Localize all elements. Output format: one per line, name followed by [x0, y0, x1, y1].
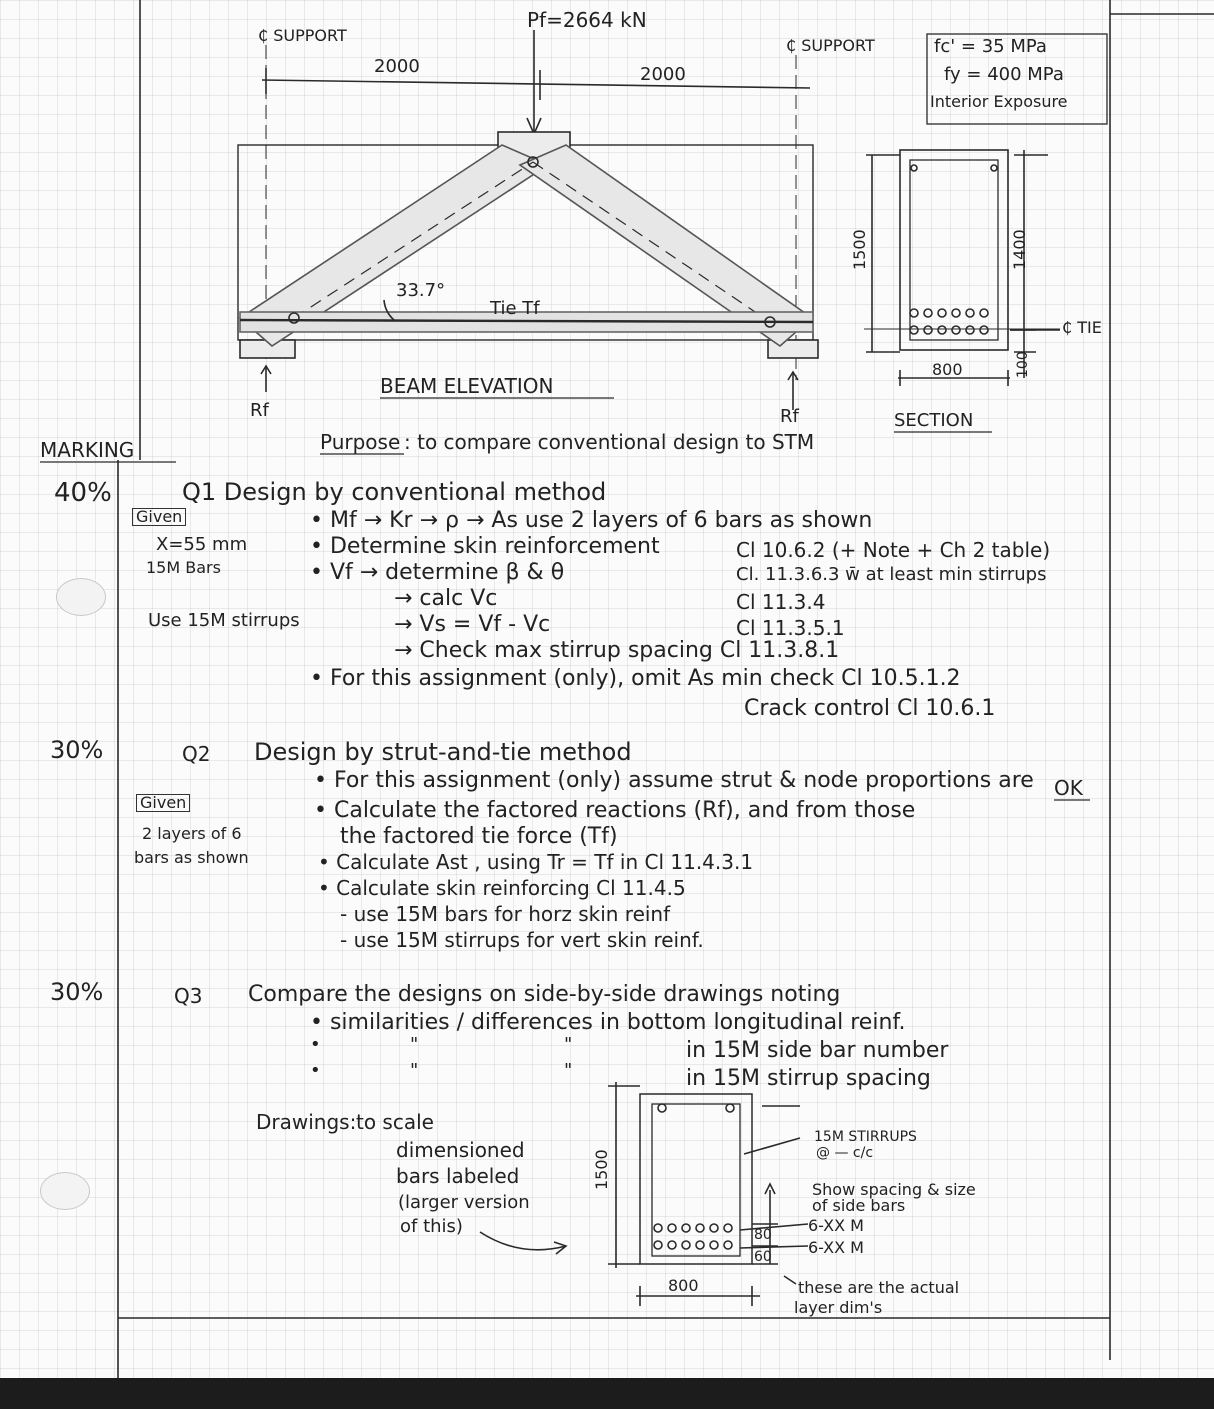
section-height-label: 1500 [850, 229, 869, 270]
q2-line-6: - use 15M bars for horz skin reinf [340, 902, 671, 926]
q3-dim-top: 80 [754, 1227, 772, 1243]
prop-exposure: Interior Exposure [930, 92, 1068, 111]
drawings-line-5: of this) [400, 1216, 463, 1237]
q1-line-7: • For this assignment (only), omit As min check Cl 10.5.1.2 [310, 666, 961, 691]
support-left-label: ₵ SUPPORT [258, 26, 347, 45]
q1-ref-3: Cl 11.3.4 [736, 590, 826, 614]
q2-line-7: - use 15M stirrups for vert skin reinf. [340, 928, 704, 952]
span-left-label: 2000 [374, 56, 420, 77]
q3-ditto-2b: " [564, 1060, 573, 1081]
q1-percent: 40% [54, 478, 112, 508]
purpose-text: : to compare conventional design to STM [404, 430, 815, 454]
q3-layer-1: 6-XX M [808, 1216, 864, 1235]
q1-line-4: → calc Vc [394, 586, 498, 611]
q1-ref-2: Cl. 11.3.6.3 w̄ at least min stirrups [736, 564, 1047, 585]
drawings-line-2: dimensioned [396, 1138, 525, 1162]
purpose-label: Purpose [320, 430, 401, 454]
q3-percent: 30% [50, 978, 104, 1006]
section-title: SECTION [894, 410, 974, 431]
q3-side-bars-label: Show spacing & size [812, 1180, 976, 1199]
q2-percent: 30% [50, 736, 104, 764]
q2-note-2: bars as shown [134, 848, 249, 867]
q3-line-1: • similarities / differences in bottom longitudinal reinf. [310, 1010, 906, 1035]
reaction-left-label: Rf [250, 400, 269, 421]
support-right-label: ₵ SUPPORT [786, 36, 875, 55]
q1-line-2: • Determine skin reinforcement [310, 534, 660, 559]
q1-line-1: • Mf → Kr → ρ → As use 2 layers of 6 bars as shown [310, 508, 873, 533]
prop-fc: fc' = 35 MPa [934, 36, 1047, 57]
q3-width-label: 800 [668, 1276, 699, 1295]
section-outline [900, 150, 1008, 350]
q3-ditto-2a: " [410, 1060, 419, 1081]
q2-line-ok: OK [1054, 776, 1083, 800]
q2-title: Design by strut-and-tie method [254, 738, 632, 766]
q2-label: Q2 [182, 742, 211, 766]
q1-stirrups: Use 15M stirrups [148, 610, 300, 631]
q3-section-outline [640, 1094, 752, 1264]
q1-line-3: • Vf → determine β & θ [310, 560, 565, 585]
prop-fy: fy = 400 MPa [944, 64, 1064, 85]
q1-line-5: → Vs = Vf - Vc [394, 612, 551, 637]
q1-line-6: → Check max stirrup spacing Cl 11.3.8.1 [394, 638, 840, 663]
elevation-title: BEAM ELEVATION [380, 374, 554, 398]
q3-section-stirrup [652, 1104, 740, 1256]
q2-note-1: 2 layers of 6 [142, 824, 242, 843]
q3-label: Q3 [174, 984, 203, 1008]
tie-centerline-label: ₵ TIE [1062, 318, 1102, 337]
q3-stirrups-label: 15M STIRRUPS [814, 1129, 917, 1145]
q3-note-1: these are the actual [798, 1278, 960, 1297]
section-inner-height-label: 1400 [1010, 229, 1029, 270]
span-right-label: 2000 [640, 64, 686, 85]
q3-height-label: 1500 [592, 1149, 611, 1190]
q3-side-bars-label-2: of side bars [812, 1196, 906, 1215]
drawings-label: Drawings: [256, 1110, 357, 1134]
angle-label: 33.7° [396, 280, 446, 301]
q3-note-2: layer dim's [794, 1298, 883, 1317]
q1-note-bars: 15M Bars [146, 558, 221, 577]
section-bars [910, 165, 997, 334]
q1-title: Q1 Design by conventional method [182, 478, 607, 506]
drawings-arrow [480, 1232, 566, 1250]
section-cover-label: 100 [1015, 351, 1031, 378]
q3-ditto-1b: " [564, 1034, 573, 1055]
reaction-right-label: Rf [780, 406, 799, 427]
q3-layer-2: 6-XX M [808, 1238, 864, 1257]
q3-line-3: in 15M stirrup spacing [686, 1066, 931, 1091]
marking-label: MARKING [40, 438, 135, 462]
q1-given: Given [132, 508, 186, 526]
q1-note-x: X=55 mm [156, 534, 248, 555]
q2-given: Given [136, 794, 190, 812]
q2-line-4: • Calculate Ast , using Tr = Tf in Cl 11.4.3.1 [318, 850, 754, 874]
q1-ref-4: Cl 11.3.5.1 [736, 616, 845, 640]
q3-line-2: in 15M side bar number [686, 1038, 949, 1063]
section-width-label: 800 [932, 360, 963, 379]
q3-bars [654, 1104, 734, 1249]
q3-dim-bottom: 60 [754, 1249, 772, 1265]
q1-line-8: Crack control Cl 10.6.1 [744, 696, 996, 721]
q1-ref-1: Cl 10.6.2 (+ Note + Ch 2 table) [736, 538, 1051, 562]
q2-line-3: the factored tie force (Tf) [340, 824, 618, 849]
q2-line-2: • Calculate the factored reactions (Rf), and from those [314, 798, 916, 823]
drawings-line-4: (larger version [398, 1192, 530, 1213]
q3-bullet-2: • [310, 1034, 321, 1055]
q3-title: Compare the designs on side-by-side drawings noting [248, 982, 841, 1007]
q3-bullet-3: • [310, 1060, 321, 1081]
q2-line-1: • For this assignment (only) assume strut & node proportions are [314, 768, 1034, 793]
load-label: Pf=2664 kN [527, 8, 647, 32]
tie-label: Tie Tf [490, 298, 540, 319]
drawings-line-3: bars labeled [396, 1164, 520, 1188]
q3-stirrups-spacing: @ — c/c [816, 1145, 874, 1161]
span-dimension-line [262, 80, 810, 88]
drawings-line-1: to scale [356, 1110, 434, 1134]
q3-ditto-1a: " [410, 1034, 419, 1055]
q2-line-5: • Calculate skin reinforcing Cl 11.4.5 [318, 876, 686, 900]
